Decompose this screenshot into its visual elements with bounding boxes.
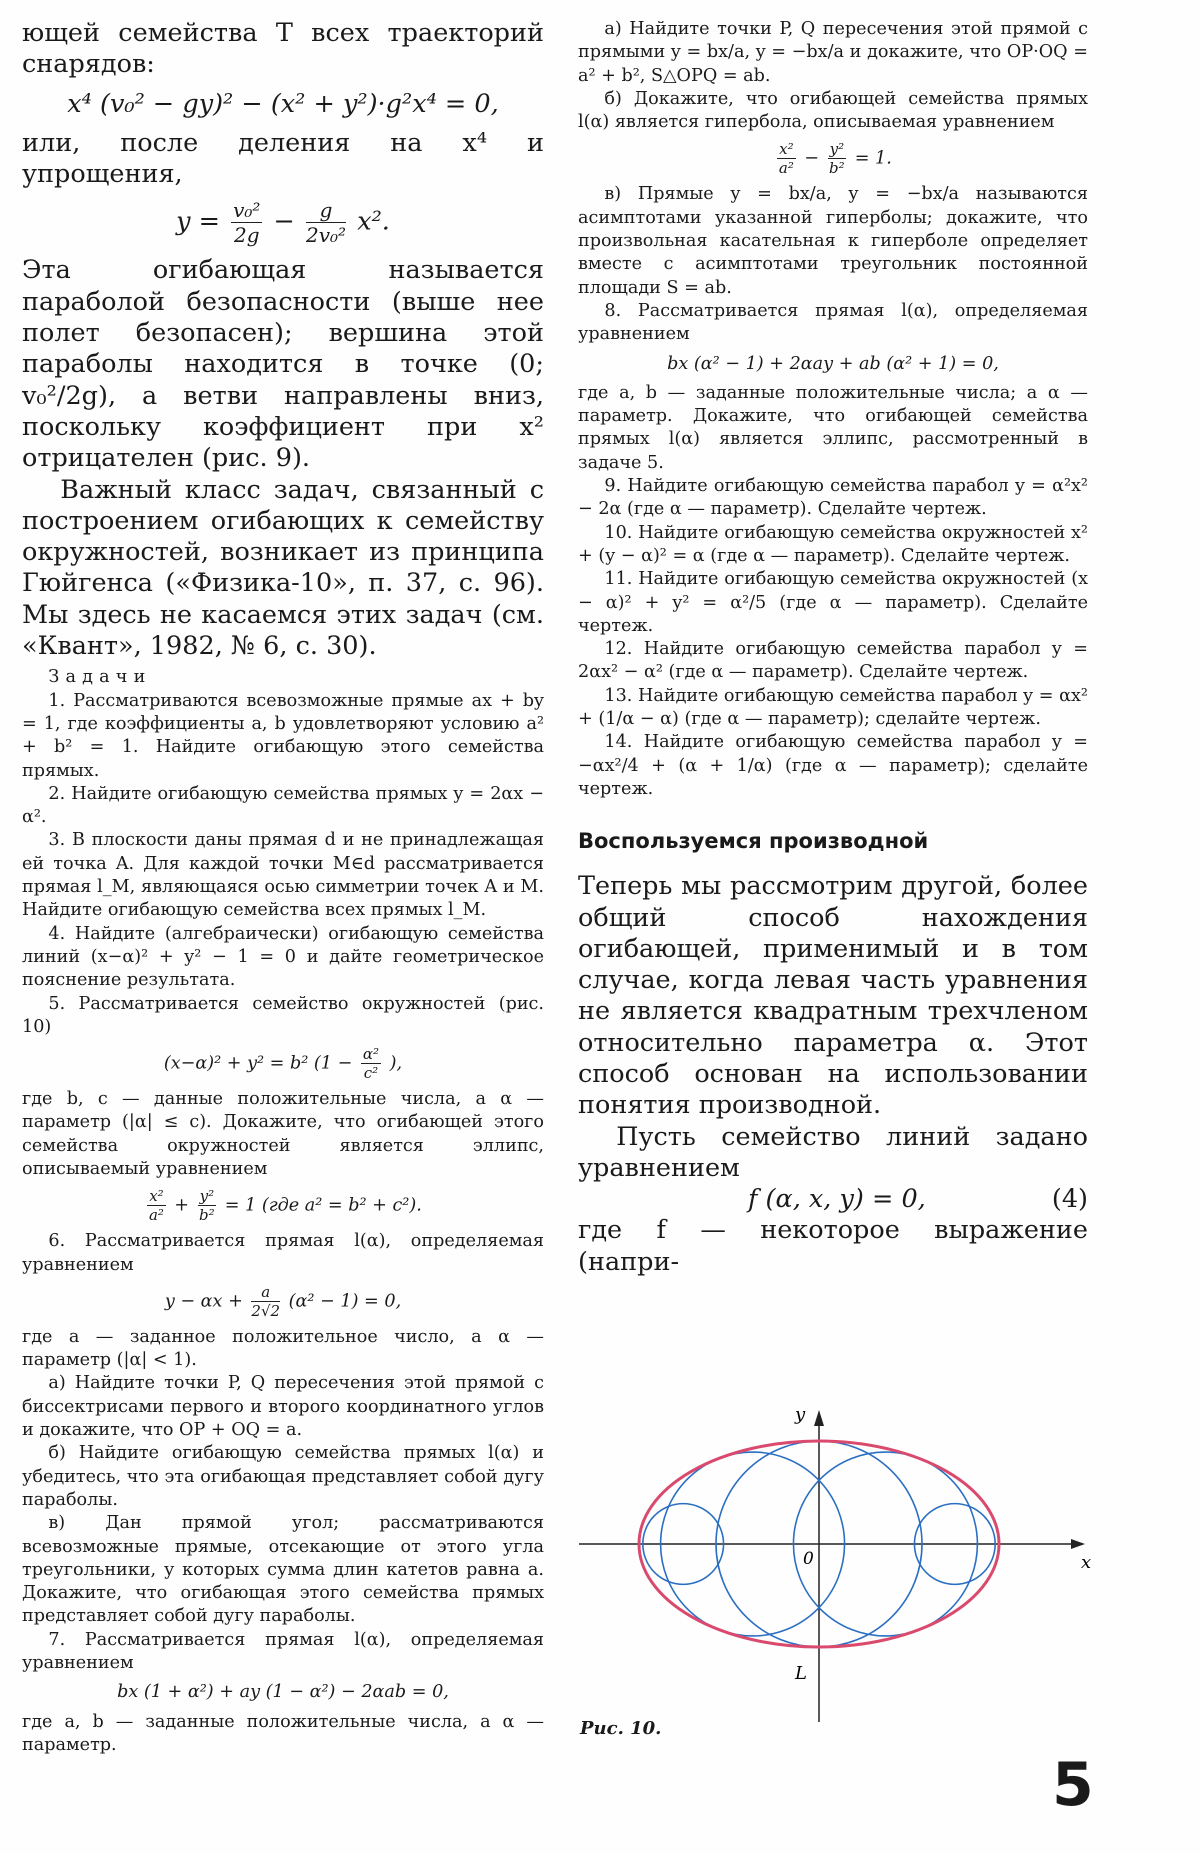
paragraph: Эта огибающая называется параболой безопасности (выше нее полет безопасен); вершина этой параболы находится в точке (0; v₀²/2g), а ветви направлены вниз, поскольку коэффициент при x² отрицателен (рис. 9). <box>22 255 544 474</box>
task-7b-equation: $\frac{\text{x²}}{\text{a²}}$ − $\frac{\text{y²}}{\text{b²}}$ = 1. <box>778 140 892 178</box>
paragraph: где f — некоторое выражение (напри- <box>578 1215 1088 1277</box>
figure-10 <box>573 1396 1093 1726</box>
task-5-ellipse-equation: $\frac{\text{x²}}{\text{a²}}$ + $\frac{\text{y²}}{\text{b²}}$ = 1 (где a² = b² + c²). <box>148 1187 422 1225</box>
task-7b: б) Докажите, что огибающей семейства прямых l(α) является гипербола, описываемая уравнением <box>578 88 1088 133</box>
task-13: 13. Найдите огибающую семейства парабол y = αx² + (1/α − α) (где α — параметр); сделайте чертеж. <box>578 685 1088 730</box>
x-axis-arrow <box>1071 1539 1085 1549</box>
task-10: 10. Найдите огибающую семейства окружностей x² + (y − α)² = α (где α — параметр). Сделайте чертеж. <box>578 522 1088 566</box>
task-6c: в) Дан прямой угол; рассматриваются всевозможные прямые, отсекающие от этого угла треугольники, у которых сумма длин катетов равна a. Докажите, что огибающая этого семейства прямых представляет собой дугу параболы. <box>22 1513 544 1627</box>
paragraph: Теперь мы рассмотрим другой, более общий способ нахождения огибающей, применимый и в том случае, когда левая часть уравнения не является квадратным трехчленом относительно параметра α. Этот способ основан на использовании понятия производной. <box>578 871 1088 1121</box>
task-14: 14. Найдите огибающую семейства парабол y = −αx²/4 + (α + 1/α) (где α — параметр); сделайте чертеж. <box>578 732 1088 799</box>
task-7-text: где a, b — заданные положительные числа, а α — параметр. <box>22 1711 544 1755</box>
task-1: 1. Рассматриваются всевозможные прямые ax + by = 1, где коэффициенты a, b удовлетворяют условию a² + b² = 1. Найдите огибающую этого семейства прямых. <box>22 690 544 781</box>
section-heading: Воспользуемся производной <box>578 829 929 854</box>
task-6-equation: y − αx + $\frac{a}{2√2}$ (α² − 1) = 0, <box>164 1282 402 1320</box>
task-11: 11. Найдите огибающую семейства окружностей (x − α)² + y² = α²/5 (где α — параметр). Сделайте чертеж. <box>578 569 1088 636</box>
task-5-equation: (x−α)² + y² = b² (1 − $\frac{\text{α²}}{\text{c²}}$ ), <box>163 1045 403 1083</box>
task-2: 2. Найдите огибающую семейства прямых y = 2αx − α². <box>22 783 544 828</box>
paragraph: ющей семейства T всех траекторий снарядов: <box>22 18 544 80</box>
task-5: 5. Рассматривается семейство окружностей (рис. 10) <box>22 993 544 1037</box>
equation-2: y = $\frac{\text{v₀²}}{2g}$ − $\frac{g}{\text{2v₀²}}$ x². <box>176 198 390 248</box>
curve-label-L: L <box>795 1663 807 1684</box>
task-7: 7. Рассматривается прямая l(α), определяемая уравнением <box>22 1629 544 1674</box>
tasks-heading: Задачи <box>48 667 152 688</box>
task-3: 3. В плоскости даны прямая d и не принадлежащая ей точка A. Для каждой точки M∈d рассматривается прямая l_M, являющаяся осью симметрии точек A и M. Найдите огибающую семейства всех прямых l_M. <box>22 830 544 921</box>
figure-caption: Рис. 10. <box>580 1718 662 1739</box>
x-axis-label: x <box>1081 1552 1092 1573</box>
task-8: 8. Рассматривается прямая l(α), определяемая уравнением <box>578 300 1088 345</box>
y-axis-arrow <box>814 1410 824 1426</box>
page-number: 5 <box>1052 1750 1094 1820</box>
y-axis-label: y <box>795 1404 806 1425</box>
task-9: 9. Найдите огибающую семейства парабол y = α²x² − 2α (где α — параметр). Сделайте чертеж. <box>578 476 1088 520</box>
task-6b: б) Найдите огибающую семейства прямых l(α) и убедитесь, что эта огибающая представляет собой дугу параболы. <box>22 1443 544 1510</box>
task-7c: в) Прямые y = bx/a, y = −bx/a называются асимптотами указанной гиперболы; докажите, что произвольная касательная к гиперболе определяет вместе с асимптотами треугольник постоянной площади S = ab. <box>578 184 1088 298</box>
equation-4: f (α, x, y) = 0, (4) <box>748 1184 1088 1215</box>
paragraph: Важный класс задач, связанный с построением огибающих к семейству окружностей, возникает из принципа Гюйгенса («Физика-10», п. 37, с. 96). Мы здесь не касаемся этих задач (см. «Квант», 1982, № 6, с. 30). <box>22 474 544 662</box>
task-4: 4. Найдите (алгебраически) огибающую семейства линий (x−α)² + y² − 1 = 0 и дайте геометрическое пояснение результата. <box>22 923 544 991</box>
paragraph: Пусть семейство линий задано уравнением <box>578 1121 1088 1183</box>
left-column <box>22 18 544 1757</box>
task-5-text: где b, c — данные положительные числа, a α — параметр (|α| ≤ c). Докажите, что огибающей этого семейства окружностей является эллипс, описываемый уравнением <box>22 1089 544 1179</box>
task-6a: а) Найдите точки P, Q пересечения этой прямой с биссектрисами первого и второго координатного углов и докажите, что OP + OQ = a. <box>22 1373 544 1441</box>
task-8-equation: bx (α² − 1) + 2αay + ab (α² + 1) = 0, <box>667 353 999 374</box>
task-12: 12. Найдите огибающую семейства парабол y = 2αx² − α² (где α — параметр). Сделайте чертеж. <box>578 639 1088 683</box>
equation-1: x⁴ (v₀² − gy)² − (x² + y²)·g²x⁴ = 0, <box>67 88 499 119</box>
origin-label: 0 <box>803 1549 814 1569</box>
task-8-text: где a, b — заданные положительные числа; а α — параметр. Докажите, что огибающей семейства прямых l(α) является эллипс, рассмотренный в задаче 5. <box>578 382 1088 473</box>
paragraph: или, после деления на x⁴ и упрощения, <box>22 127 544 190</box>
task-7a: а) Найдите точки P, Q пересечения этой прямой с прямыми y = bx/a, y = −bx/a и докажите, что OP·OQ = a² + b², S△OPQ = ab. <box>578 19 1088 86</box>
task-6-text: где a — заданное положительное число, а α — параметр (|α| < 1). <box>22 1326 544 1371</box>
right-column <box>578 18 1088 1278</box>
task-6: 6. Рассматривается прямая l(α), определяемая уравнением <box>22 1231 544 1275</box>
task-7-equation: bx (1 + α²) + ay (1 − α²) − 2αab = 0, <box>117 1682 449 1703</box>
